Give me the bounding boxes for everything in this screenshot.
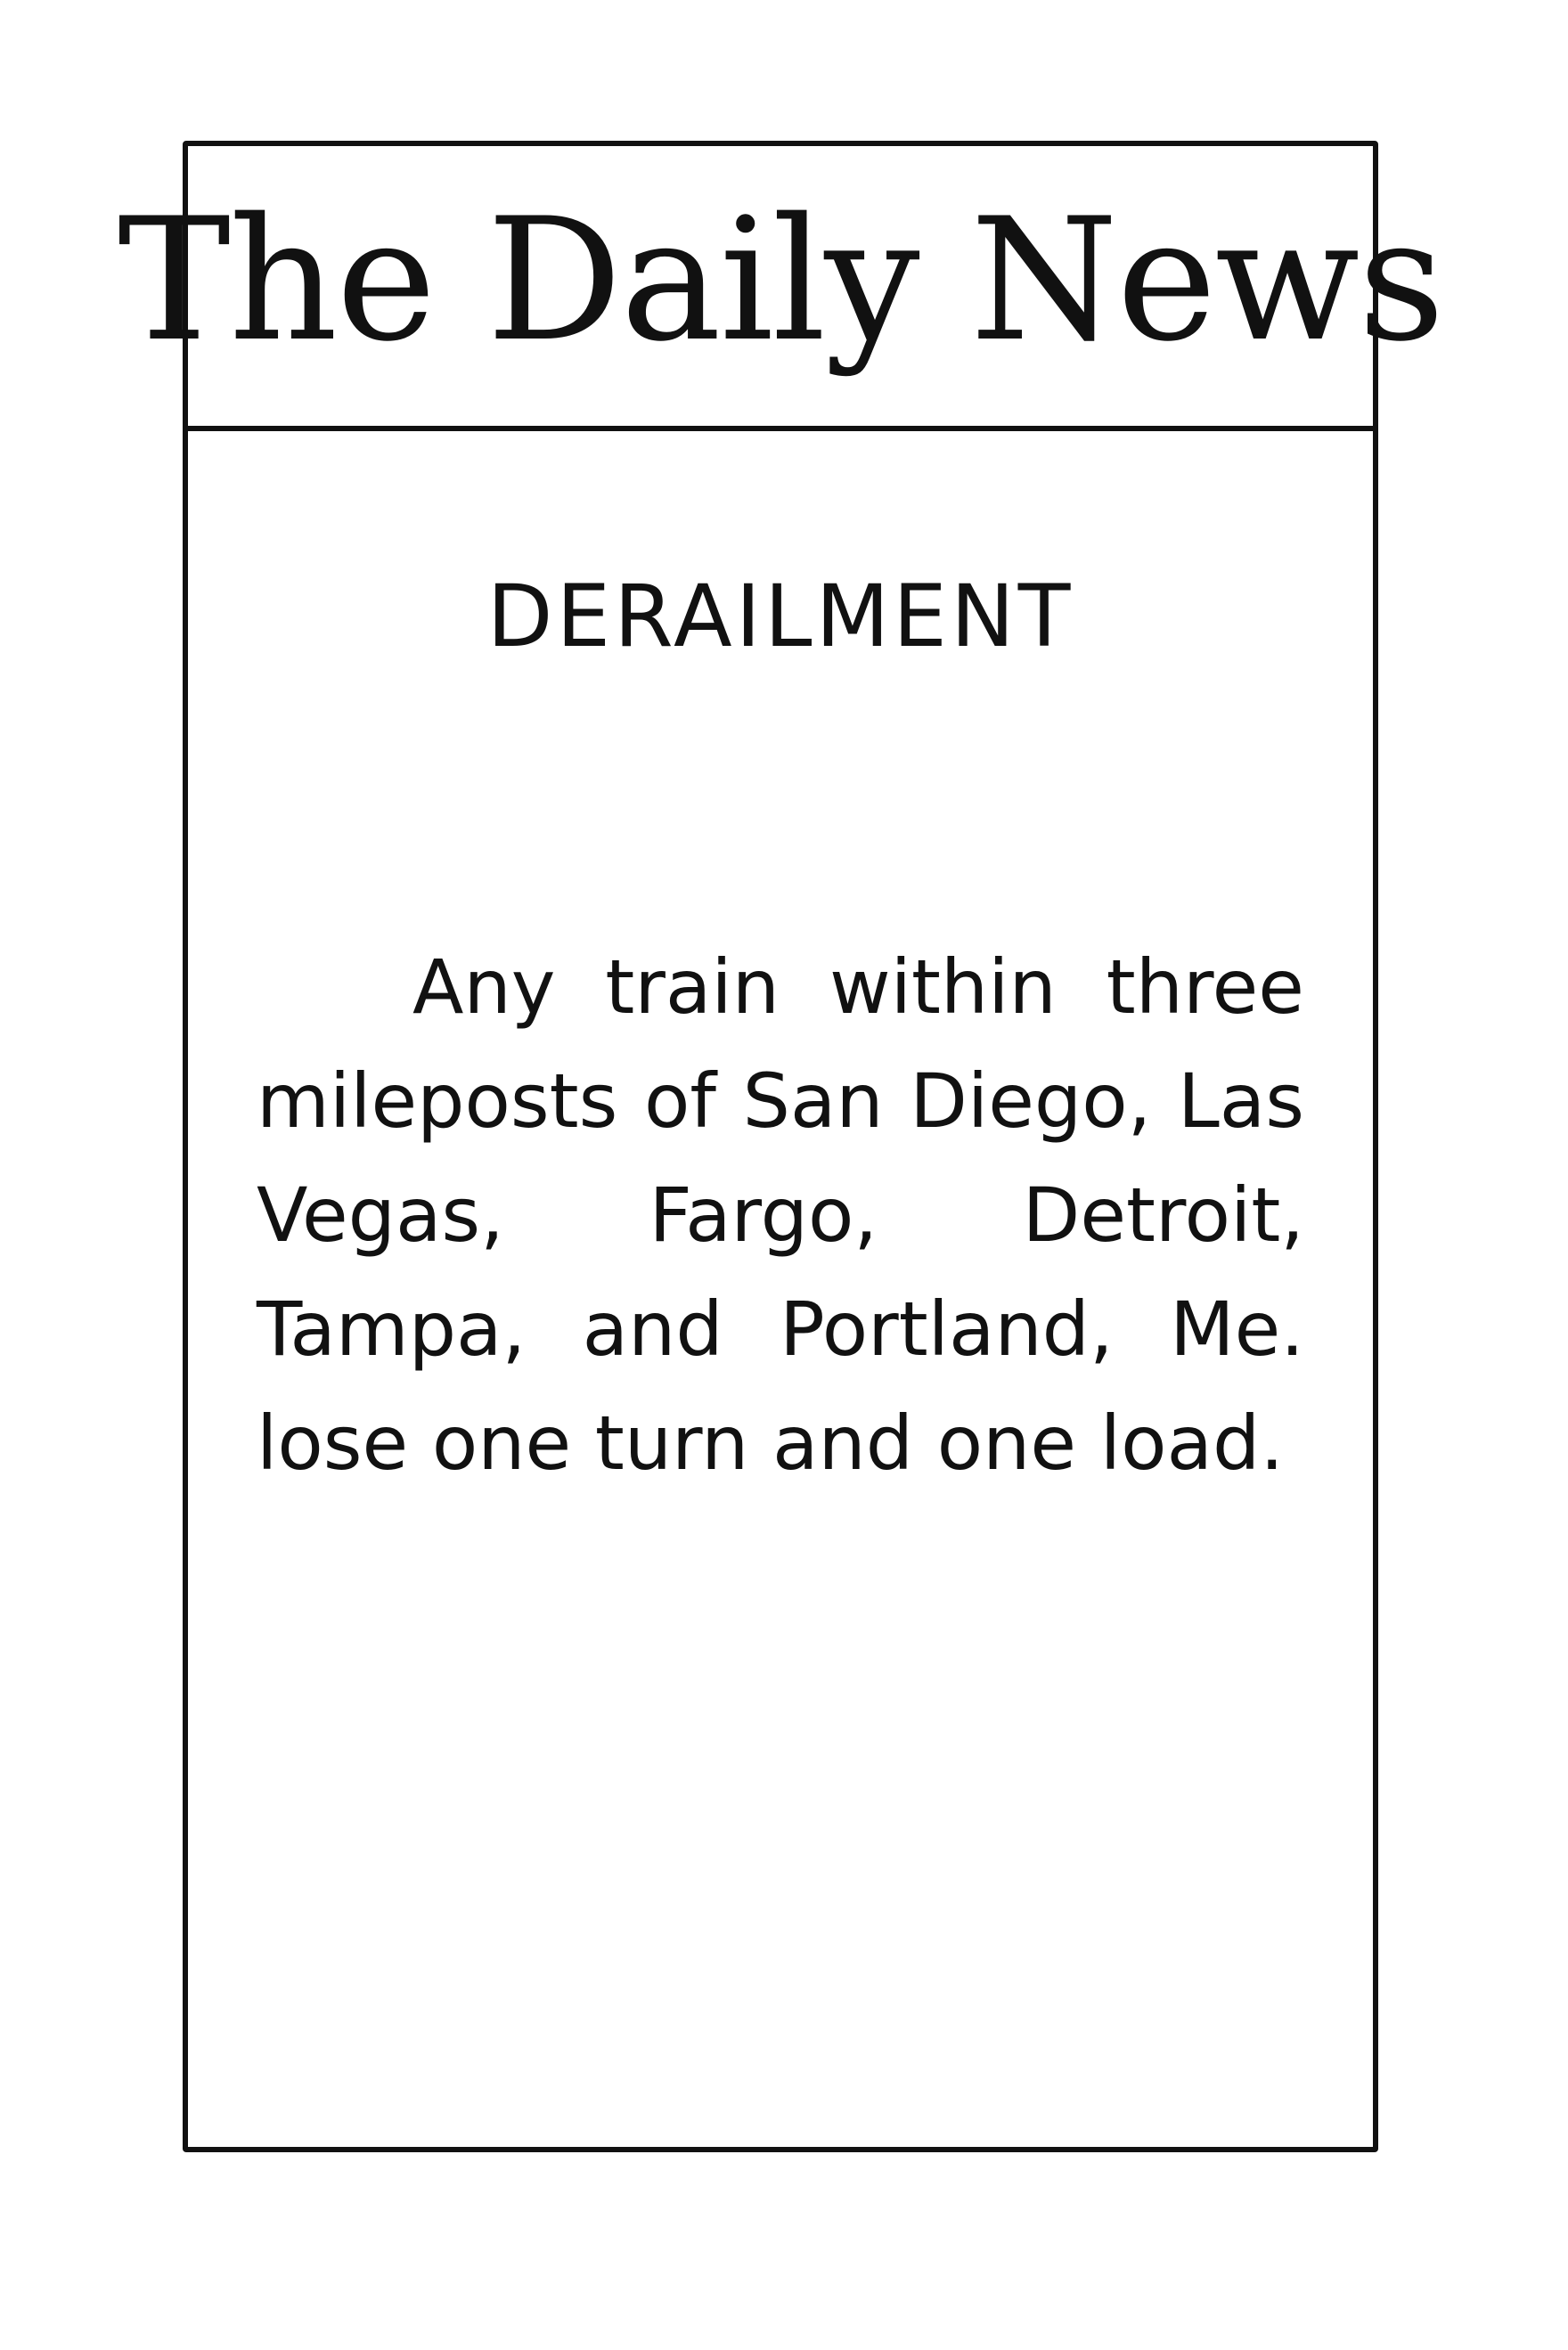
newspaper-card [118,141,1443,2152]
newspaper-title: The Daily News [118,182,1443,379]
article-headline: DERAILMENT [486,567,1074,666]
masthead [118,146,1443,431]
article-body: Any train within three mileposts of San Diego, Las Vegas, Fargo, Detroit, Tampa, and Portland, Me. lose one turn and one load. [257,943,1304,1487]
